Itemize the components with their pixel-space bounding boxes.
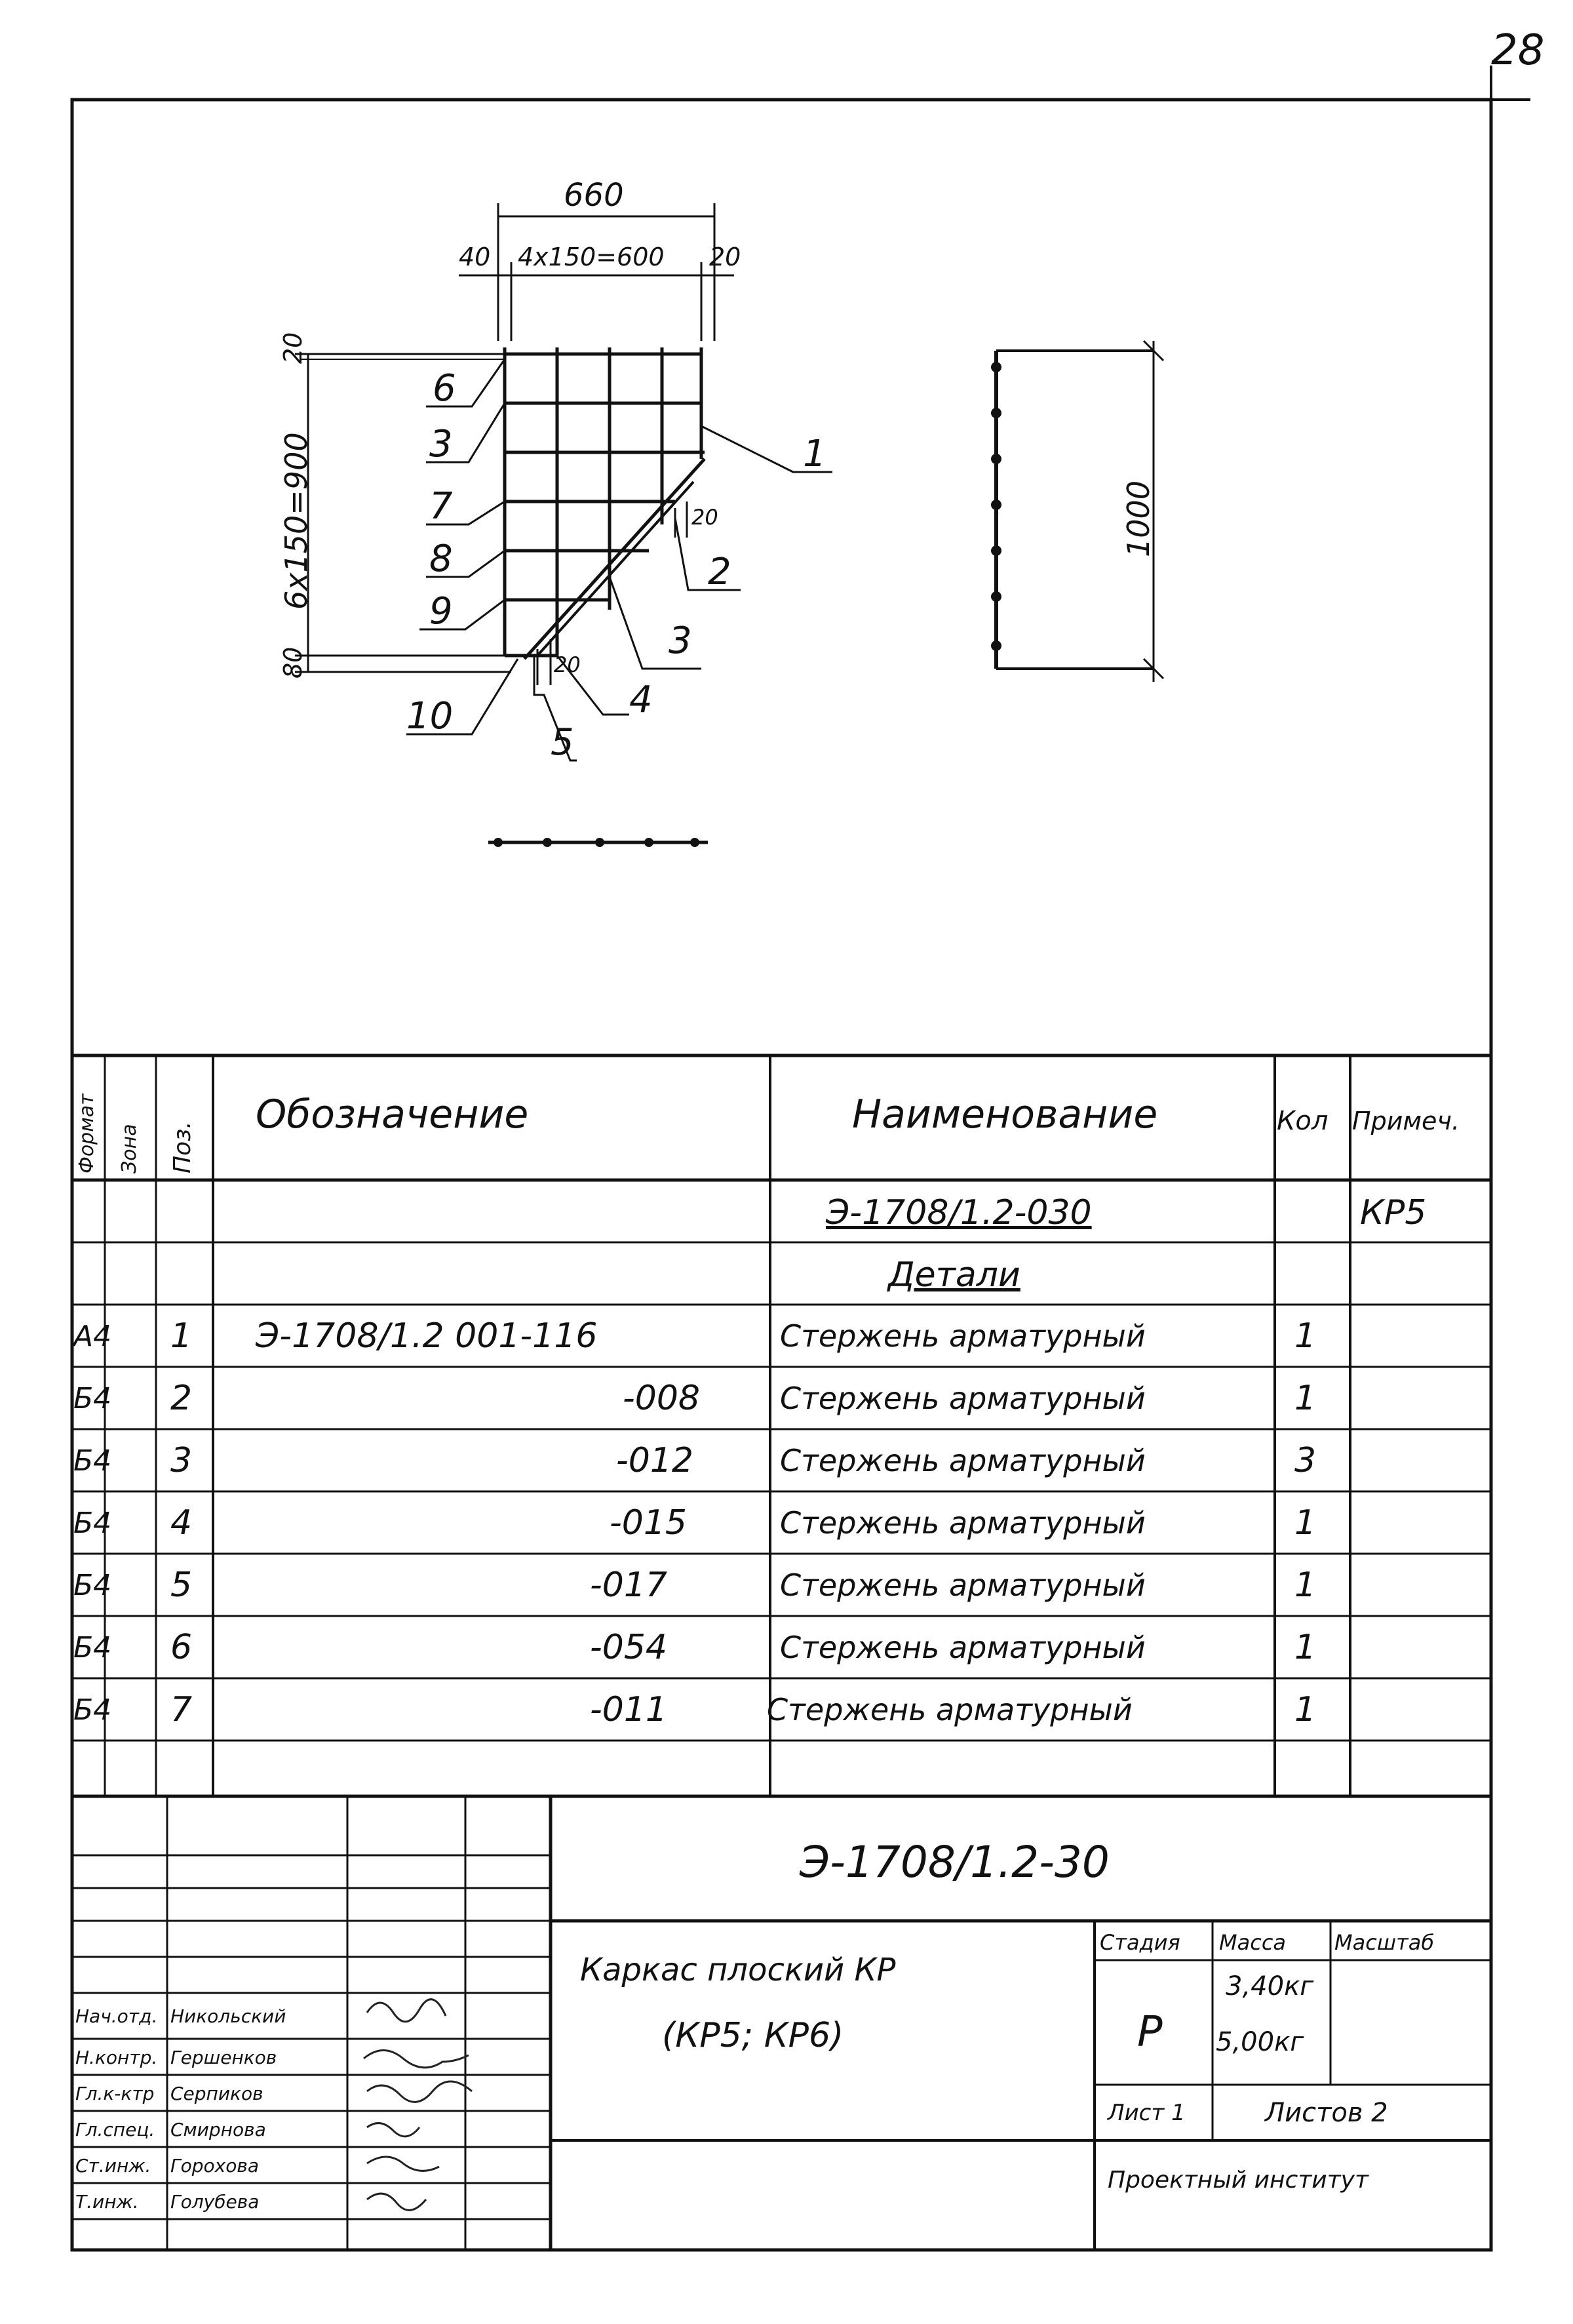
callout-5: 5 bbox=[551, 721, 574, 764]
assembly-note: КР5 bbox=[1360, 1193, 1427, 1232]
document-code: Э-1708/1.2-30 bbox=[800, 1836, 1110, 1887]
organization: Проектный институт bbox=[1108, 2166, 1369, 2194]
header-format: Формат bbox=[75, 1093, 98, 1173]
row-qty: 1 bbox=[1294, 1503, 1317, 1543]
assembly-designation: Э-1708/1.2-030 bbox=[826, 1193, 1092, 1232]
callout-10: 10 bbox=[406, 695, 454, 738]
signature-role: Гл.к-ктр bbox=[75, 2082, 155, 2104]
callout-3b: 3 bbox=[669, 620, 692, 662]
header-pos: Поз. bbox=[169, 1121, 196, 1173]
row-format: Б4 bbox=[73, 1630, 112, 1664]
row-format: Б4 bbox=[73, 1506, 112, 1540]
mass-value2: 5,00кг bbox=[1216, 2027, 1304, 2057]
row-pos: 7 bbox=[170, 1690, 193, 1729]
bar-section-dots bbox=[494, 362, 1001, 847]
row-pos: 6 bbox=[170, 1628, 193, 1667]
callout-2: 2 bbox=[708, 551, 731, 593]
dim-left-top: 20 bbox=[279, 332, 307, 364]
row-format: Б4 bbox=[73, 1444, 112, 1478]
header-note: Примеч. bbox=[1352, 1107, 1460, 1135]
row-format: Б4 bbox=[73, 1381, 112, 1415]
sheets-label: Листов 2 bbox=[1265, 2097, 1388, 2128]
row-qty: 3 bbox=[1294, 1441, 1317, 1480]
header-qty: Кол bbox=[1277, 1106, 1329, 1136]
header-name: Наименование bbox=[852, 1092, 1158, 1137]
row-designation: -008 bbox=[623, 1379, 701, 1418]
row-designation: -054 bbox=[590, 1628, 668, 1667]
title-line2: (КР5; КР6) bbox=[662, 2016, 844, 2055]
signature-role: Нач.отд. bbox=[75, 2005, 158, 2027]
row-designation: -011 bbox=[590, 1690, 668, 1729]
signature-name: Голубева bbox=[170, 2190, 260, 2213]
header-zone: Зона bbox=[118, 1124, 141, 1173]
row-qty: 1 bbox=[1294, 1566, 1317, 1605]
signature-role: Гл.спец. bbox=[75, 2118, 155, 2140]
signature-role: Т.инж. bbox=[75, 2190, 139, 2213]
dim-left-mid: 6x150=900 bbox=[279, 432, 314, 610]
row-pos: 2 bbox=[170, 1379, 193, 1418]
row-qty: 1 bbox=[1294, 1628, 1317, 1667]
callout-6: 6 bbox=[433, 367, 456, 410]
header-designation: Обозначение bbox=[256, 1092, 529, 1137]
row-pos: 1 bbox=[170, 1316, 193, 1356]
title-line1: Каркас плоский КР bbox=[580, 1952, 896, 1988]
row-designation: -015 bbox=[610, 1503, 688, 1543]
row-pos: 5 bbox=[170, 1566, 193, 1605]
callout-7: 7 bbox=[429, 485, 453, 528]
row-name: Стержень арматурный bbox=[780, 1443, 1146, 1478]
row-name: Стержень арматурный bbox=[780, 1505, 1146, 1541]
callout-1: 1 bbox=[803, 433, 826, 475]
dim-top-left: 40 bbox=[459, 243, 491, 271]
signature-name: Гершенков bbox=[170, 2046, 277, 2068]
callout-8: 8 bbox=[429, 538, 453, 580]
row-name: Стержень арматурный bbox=[780, 1381, 1146, 1416]
stage-label: Стадия bbox=[1100, 1929, 1180, 1955]
row-name: Стержень арматурный bbox=[780, 1318, 1146, 1354]
signature-name: Горохова bbox=[170, 2154, 259, 2176]
row-name: Стержень арматурный bbox=[780, 1567, 1146, 1603]
cage-drawing bbox=[295, 203, 1163, 842]
signature-name: Серпиков bbox=[170, 2082, 263, 2104]
row-designation: -012 bbox=[616, 1441, 694, 1480]
sheet-label: Лист 1 bbox=[1108, 2099, 1186, 2126]
row-qty: 1 bbox=[1294, 1379, 1317, 1418]
sheet-number: 28 bbox=[1491, 26, 1545, 75]
row-designation: -017 bbox=[590, 1566, 668, 1605]
row-format: А4 bbox=[73, 1319, 112, 1353]
signature-role: Ст.инж. bbox=[75, 2154, 151, 2176]
callout-4: 4 bbox=[629, 679, 653, 721]
section-title: Детали bbox=[888, 1255, 1020, 1295]
stage-value: Р bbox=[1137, 2008, 1163, 2057]
row-name: Стержень арматурный bbox=[780, 1630, 1146, 1665]
dim-small-a: 20 bbox=[691, 505, 718, 530]
callout-9: 9 bbox=[429, 590, 453, 633]
dim-side-height: 1000 bbox=[1121, 480, 1156, 557]
signature-name: Никольский bbox=[170, 2005, 286, 2027]
callout-3a: 3 bbox=[429, 423, 453, 465]
row-qty: 1 bbox=[1294, 1690, 1317, 1729]
dim-small-b: 20 bbox=[554, 652, 581, 677]
row-pos: 3 bbox=[170, 1441, 193, 1480]
row-name: Стержень арматурный bbox=[767, 1692, 1133, 1727]
dim-top-total: 660 bbox=[564, 177, 624, 214]
signature-name: Смирнова bbox=[170, 2118, 266, 2140]
mass-label: Масса bbox=[1219, 1929, 1287, 1955]
dim-top-right: 20 bbox=[709, 243, 741, 271]
dim-left-bottom: 80 bbox=[279, 646, 307, 679]
scale-label: Масштаб bbox=[1334, 1929, 1435, 1955]
dim-top-mid: 4x150=600 bbox=[518, 243, 665, 271]
row-format: Б4 bbox=[73, 1568, 112, 1602]
row-pos: 4 bbox=[170, 1503, 193, 1543]
row-qty: 1 bbox=[1294, 1316, 1317, 1356]
row-designation: Э-1708/1.2 001-116 bbox=[256, 1316, 598, 1356]
signature-role: Н.контр. bbox=[75, 2046, 158, 2068]
row-format: Б4 bbox=[73, 1693, 112, 1727]
mass-value1: 3,40кг bbox=[1226, 1971, 1314, 2001]
